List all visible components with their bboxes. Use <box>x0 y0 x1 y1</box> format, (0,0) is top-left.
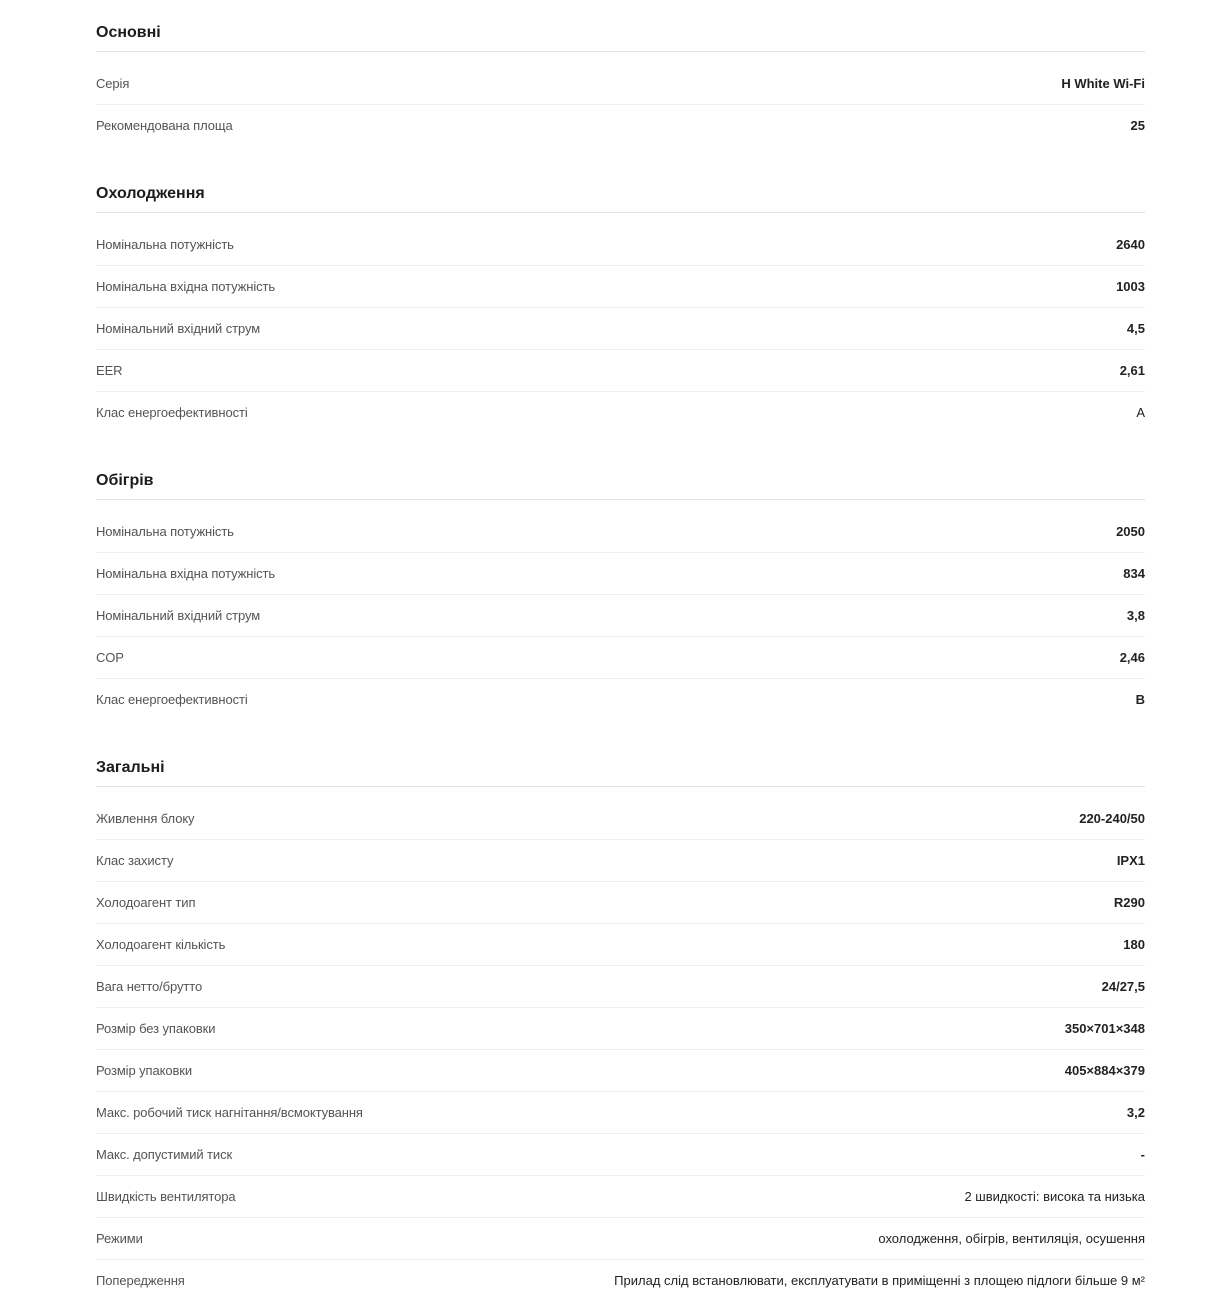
spec-value: 350×701×348 <box>1064 1021 1145 1036</box>
spec-row <box>96 679 1145 720</box>
spec-label: Розмір без упаковки <box>96 1021 216 1036</box>
spec-row <box>96 224 1145 266</box>
spec-value: 180 <box>1123 937 1145 952</box>
spec-label: Клас енергоефективності <box>96 692 248 707</box>
spec-label: COP <box>96 650 124 665</box>
spec-label: Розмір упаковки <box>96 1063 193 1078</box>
spec-row <box>96 350 1145 392</box>
section-title: Охолодження <box>96 175 1145 213</box>
spec-value: - <box>1140 1147 1145 1162</box>
spec-row <box>96 1218 1145 1260</box>
spec-value: 405×884×379 <box>1064 1063 1145 1078</box>
spec-value: 1003 <box>1116 279 1145 294</box>
section-title: Обігрів <box>96 462 1145 500</box>
spec-value: 2,61 <box>1119 363 1145 378</box>
spec-value: IPX1 <box>1116 853 1145 868</box>
spec-label: Макс. робочий тиск нагнітання/всмоктування <box>96 1105 363 1120</box>
spec-row <box>96 266 1145 308</box>
spec-value: 2 швидкості: висока та низька <box>964 1189 1145 1204</box>
spec-row <box>96 63 1145 105</box>
spec-value: A <box>1136 405 1145 420</box>
spec-label: Номінальна вхідна потужність <box>96 279 276 294</box>
spec-value: 4,5 <box>1126 321 1145 336</box>
spec-value: 25 <box>1130 118 1145 133</box>
spec-value: 3,2 <box>1126 1105 1145 1120</box>
spec-value: Прилад слід встановлювати, експлуатувати в приміщенні з площею підлоги більше 9 м² <box>614 1273 1145 1288</box>
section-heating <box>96 462 1145 720</box>
spec-row <box>96 392 1145 433</box>
spec-label: Макс. допустимий тиск <box>96 1147 233 1162</box>
spec-row <box>96 105 1145 146</box>
spec-value: B <box>1135 692 1145 707</box>
spec-label: Рекомендована площа <box>96 118 233 133</box>
spec-label: Номінальна потужність <box>96 237 234 252</box>
spec-row <box>96 1260 1145 1301</box>
spec-row <box>96 882 1145 924</box>
spec-label: Клас захисту <box>96 853 174 868</box>
spec-label: Режими <box>96 1231 143 1246</box>
spec-row <box>96 511 1145 553</box>
spec-label: EER <box>96 363 123 378</box>
spec-row <box>96 595 1145 637</box>
specifications-list <box>96 14 1145 1301</box>
spec-label: Номінальний вхідний струм <box>96 321 261 336</box>
spec-label: Серія <box>96 76 130 91</box>
spec-value: 24/27,5 <box>1101 979 1145 994</box>
spec-row <box>96 924 1145 966</box>
spec-label: Номінальна вхідна потужність <box>96 566 276 581</box>
spec-row <box>96 840 1145 882</box>
spec-value: охолодження, обігрів, вентиляція, осушення <box>878 1231 1145 1246</box>
spec-row <box>96 1008 1145 1050</box>
spec-label: Швидкість вентилятора <box>96 1189 236 1204</box>
section-title: Загальні <box>96 749 1145 787</box>
spec-row <box>96 1092 1145 1134</box>
spec-label: Номінальний вхідний струм <box>96 608 261 623</box>
spec-label: Клас енергоефективності <box>96 405 248 420</box>
spec-row <box>96 1176 1145 1218</box>
spec-row <box>96 637 1145 679</box>
spec-value: 220-240/50 <box>1079 811 1145 826</box>
spec-row <box>96 553 1145 595</box>
spec-label: Живлення блоку <box>96 811 195 826</box>
spec-row <box>96 966 1145 1008</box>
spec-row <box>96 308 1145 350</box>
spec-value: 3,8 <box>1126 608 1145 623</box>
spec-label: Номінальна потужність <box>96 524 234 539</box>
section-basic <box>96 14 1145 146</box>
section-general <box>96 749 1145 1301</box>
spec-value: 2640 <box>1116 237 1145 252</box>
spec-label: Попередження <box>96 1273 185 1288</box>
spec-value: H White Wi-Fi <box>1061 76 1145 91</box>
spec-label: Вага нетто/брутто <box>96 979 203 994</box>
spec-value: 834 <box>1123 566 1145 581</box>
section-cooling <box>96 175 1145 433</box>
spec-row <box>96 1134 1145 1176</box>
spec-value: R290 <box>1113 895 1145 910</box>
spec-label: Холодоагент тип <box>96 895 196 910</box>
spec-row <box>96 1050 1145 1092</box>
section-title: Основні <box>96 14 1145 52</box>
spec-value: 2050 <box>1116 524 1145 539</box>
spec-row <box>96 798 1145 840</box>
spec-label: Холодоагент кількість <box>96 937 226 952</box>
spec-value: 2,46 <box>1119 650 1145 665</box>
